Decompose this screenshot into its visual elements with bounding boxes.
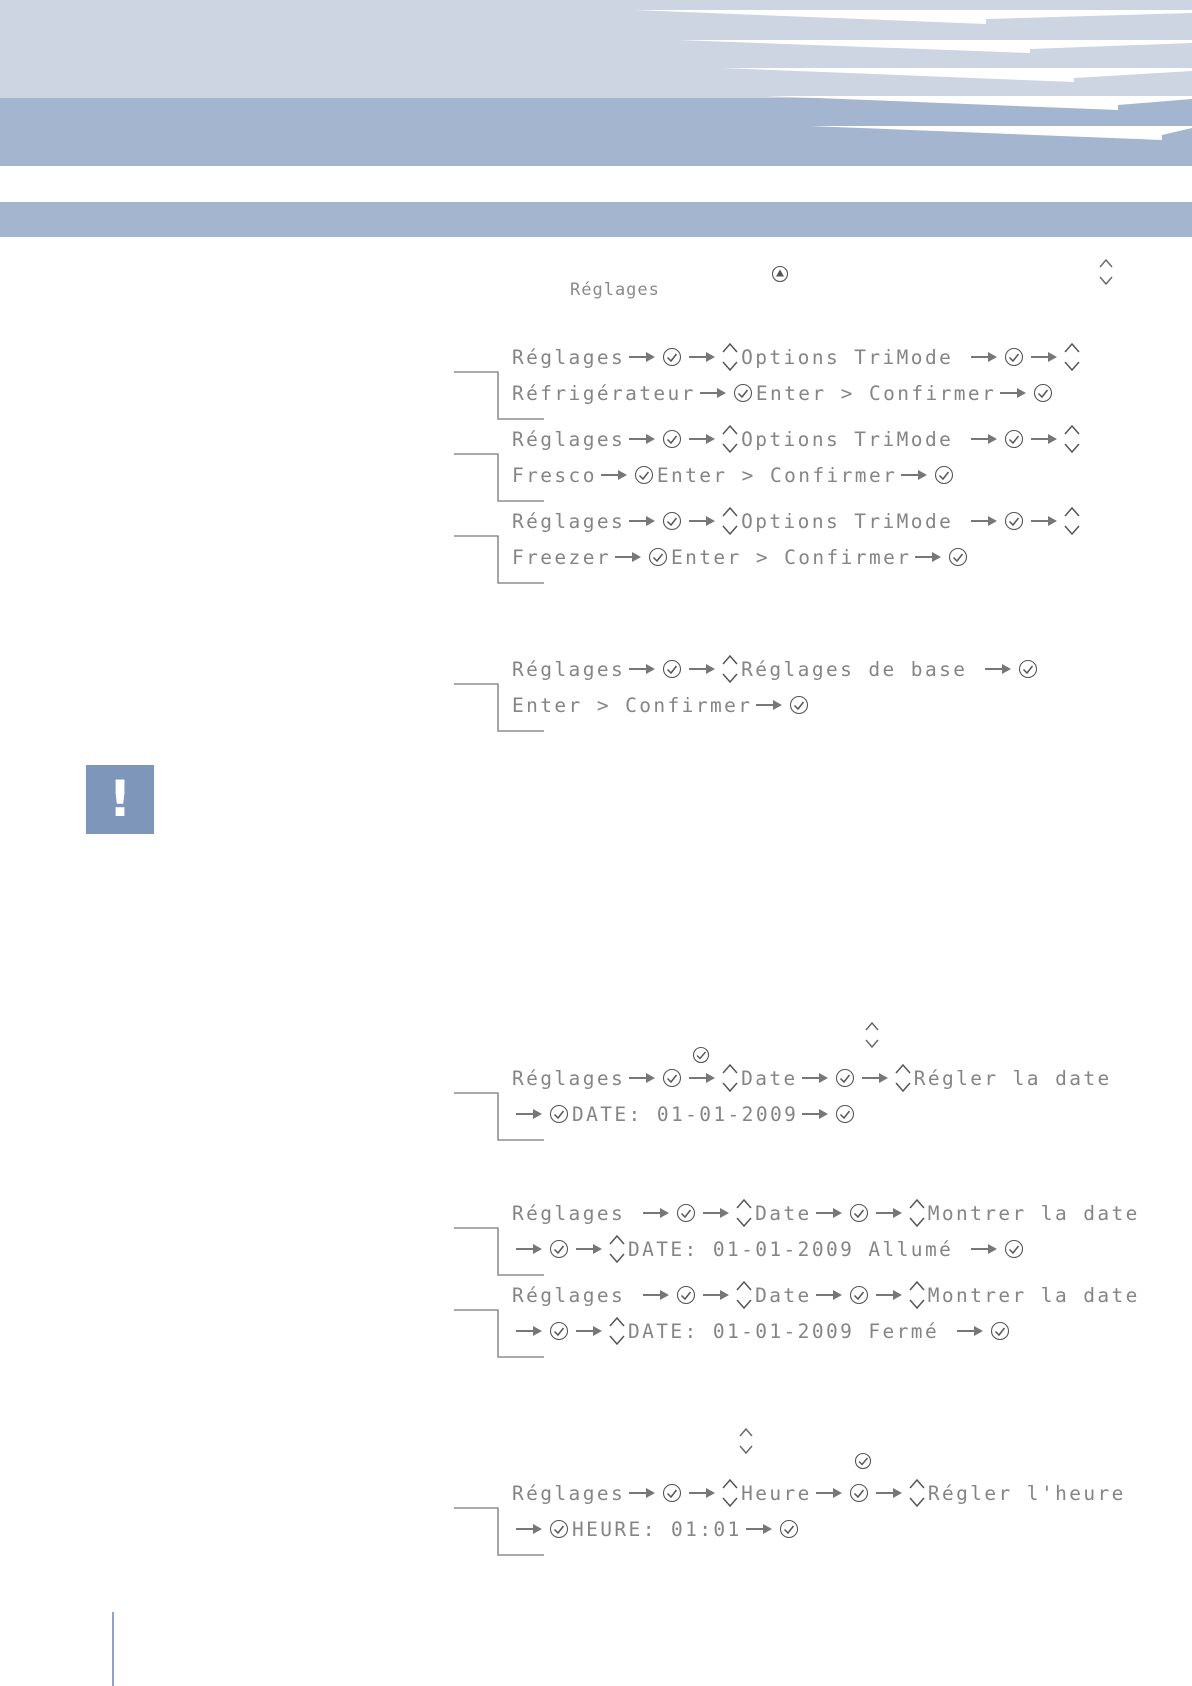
right-arrow-icon [575,1324,603,1338]
up-down-arrows-icon [1063,504,1081,538]
right-arrow-icon [999,386,1027,400]
right-arrow-icon [970,514,998,528]
up-down-arrows-icon [1098,257,1114,287]
right-arrow-icon [642,1288,670,1302]
header-stripes-decoration [0,0,1192,166]
menu-step-text: Réglages [512,1481,626,1505]
check-circle-icon [835,1068,855,1088]
right-arrow-icon [688,432,716,446]
check-circle-icon [549,1321,569,1341]
check-circle-icon [1033,383,1053,403]
check-circle-icon [990,1321,1010,1341]
check-circle-icon [1018,659,1038,679]
right-arrow-icon [984,662,1012,676]
up-down-arrows-icon [908,1196,926,1230]
up-down-arrows-icon [608,1314,626,1348]
menu-step-text: Heure [741,1481,812,1505]
sequence-line [512,654,1041,684]
check-circle-icon [934,465,954,485]
sequence-line [512,1234,1027,1264]
right-arrow-icon [801,1071,829,1085]
menu-step-text: Date [741,1066,798,1090]
menu-step-text: Réglages de base [741,657,968,681]
sequence-line [512,542,971,572]
check-circle-icon [1004,1239,1024,1259]
right-arrow-icon [688,350,716,364]
menu-step-text: Réglages [512,1283,626,1307]
up-down-arrows-icon [721,652,739,686]
menu-step-text: Freezer [512,545,611,569]
check-circle-icon [549,1239,569,1259]
right-arrow-icon [688,1486,716,1500]
up-down-arrows-icon [721,1061,739,1095]
right-arrow-icon [702,1206,730,1220]
check-circle-icon [849,1203,869,1223]
right-arrow-icon [1030,514,1058,528]
right-arrow-icon [614,550,642,564]
right-arrow-icon [628,432,656,446]
check-circle-icon [648,547,668,567]
right-arrow-icon [628,350,656,364]
check-circle-icon [662,1068,682,1088]
sequence-line [512,1099,858,1129]
check-circle-icon [662,1483,682,1503]
menu-step-text: DATE: 01-01-2009 Fermé [628,1319,940,1343]
right-arrow-icon [688,662,716,676]
right-arrow-icon [815,1288,843,1302]
check-circle-icon [849,1483,869,1503]
right-arrow-icon [628,662,656,676]
check-circle-icon [662,659,682,679]
up-down-arrows-icon [908,1278,926,1312]
menu-step-text: Réglages [512,1201,626,1225]
sequence-line [512,424,1083,454]
check-circle-icon [549,1104,569,1124]
up-down-arrows-icon [1063,340,1081,374]
right-arrow-icon [1030,350,1058,364]
right-arrow-icon [628,1486,656,1500]
menu-step-text: Réglages [512,345,626,369]
sequence-line [512,1514,802,1544]
right-arrow-icon [699,386,727,400]
up-down-arrows-icon [1063,422,1081,456]
menu-step-text: Options TriMode [741,345,954,369]
check-circle-icon [854,1452,872,1470]
up-down-arrows-icon [608,1232,626,1266]
sequence-line [512,1280,1140,1310]
section-title-bar [0,202,1192,237]
menu-step-text: Réfrigérateur [512,381,696,405]
right-arrow-icon [628,514,656,528]
menu-step-text: DATE: 01-01-2009 Allumé [628,1237,954,1261]
up-triangle-button-icon [771,265,789,283]
menu-step-text: Régler la date [913,1066,1112,1090]
menu-step-text: Enter > Confirmer [755,381,997,405]
check-circle-icon [948,547,968,567]
menu-step-text: Réglages [512,1066,626,1090]
right-arrow-icon [875,1206,903,1220]
check-circle-icon [692,1046,710,1064]
menu-step-text: DATE: 01-01-2009 [572,1102,799,1126]
check-circle-icon [662,347,682,367]
right-arrow-icon [628,1071,656,1085]
check-circle-icon [662,429,682,449]
menu-step-text: HEURE: 01:01 [572,1517,742,1541]
up-down-arrows-icon [735,1196,753,1230]
check-circle-icon [549,1519,569,1539]
up-down-arrows-icon [894,1061,912,1095]
right-arrow-icon [970,432,998,446]
right-arrow-icon [600,468,628,482]
menu-step-text: Options TriMode [741,427,954,451]
right-arrow-icon [688,1071,716,1085]
sequence-line [512,690,812,720]
menu-step-text: Date [755,1283,812,1307]
check-circle-icon [835,1104,855,1124]
right-arrow-icon [956,1324,984,1338]
check-circle-icon [1004,347,1024,367]
up-down-arrows-icon [864,1020,880,1050]
right-arrow-icon [515,1522,543,1536]
sequence-line [512,1478,1126,1508]
check-circle-icon [1004,511,1024,531]
right-arrow-icon [745,1522,773,1536]
menu-step-text: Options TriMode [741,509,954,533]
right-arrow-icon [815,1486,843,1500]
page-header-band [0,0,1192,166]
right-arrow-icon [861,1071,889,1085]
right-arrow-icon [875,1288,903,1302]
menu-step-text: Montrer la date [927,1283,1140,1307]
menu-step-text: Réglages [512,657,626,681]
up-down-arrows-icon [721,1476,739,1510]
right-arrow-icon [688,514,716,528]
menu-step-text: Réglages [512,427,626,451]
right-arrow-icon [970,1242,998,1256]
right-arrow-icon [970,350,998,364]
check-circle-icon [1004,429,1024,449]
check-circle-icon [733,383,753,403]
sequence-line [512,1316,1013,1346]
menu-step-text: Fresco [512,463,597,487]
sequence-line [512,460,957,490]
page-margin-rule [112,1612,114,1686]
check-circle-icon [789,695,809,715]
menu-step-text: Enter > Confirmer [656,463,898,487]
right-arrow-icon [914,550,942,564]
right-arrow-icon [900,468,928,482]
up-down-arrows-icon [735,1278,753,1312]
right-arrow-icon [515,1242,543,1256]
check-circle-icon [779,1519,799,1539]
sequence-line [512,506,1083,536]
menu-step-text: Enter > Confirmer [670,545,912,569]
warning-exclamation-icon: ! [86,765,154,834]
check-circle-icon [676,1285,696,1305]
check-circle-icon [634,465,654,485]
right-arrow-icon [515,1324,543,1338]
right-arrow-icon [801,1107,829,1121]
menu-step-text: Enter > Confirmer [512,693,753,717]
up-down-arrows-icon [721,504,739,538]
right-arrow-icon [515,1107,543,1121]
up-down-arrows-icon [721,422,739,456]
menu-step-text: Régler l'heure [927,1481,1126,1505]
right-arrow-icon [875,1486,903,1500]
menu-step-text: Réglages [512,509,626,533]
right-arrow-icon [642,1206,670,1220]
right-arrow-icon [755,698,783,712]
right-arrow-icon [575,1242,603,1256]
right-arrow-icon [702,1288,730,1302]
up-down-arrows-icon [721,340,739,374]
sequence-line [512,1063,1112,1093]
sequence-line [512,1198,1140,1228]
right-arrow-icon [1030,432,1058,446]
sequence-line [512,378,1056,408]
sequence-line [512,342,1083,372]
check-circle-icon [849,1285,869,1305]
menu-step-text: Montrer la date [927,1201,1140,1225]
intro-settings-label: Réglages [570,280,660,300]
right-arrow-icon [815,1206,843,1220]
check-circle-icon [662,511,682,531]
check-circle-icon [676,1203,696,1223]
up-down-arrows-icon [738,1426,754,1456]
menu-step-text: Date [755,1201,812,1225]
up-down-arrows-icon [908,1476,926,1510]
